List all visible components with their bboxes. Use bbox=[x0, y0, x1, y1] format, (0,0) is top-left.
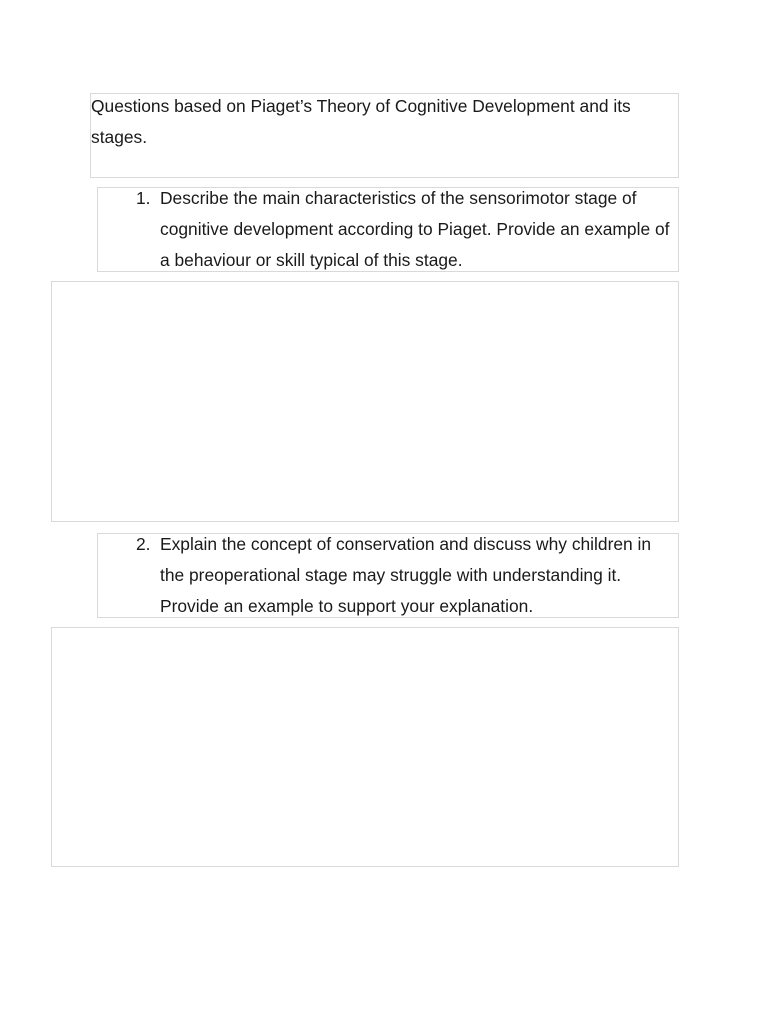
question-2-number: 2. bbox=[136, 534, 151, 554]
question-1-box bbox=[97, 187, 679, 272]
question-2-box bbox=[97, 533, 679, 618]
answer-2-field[interactable] bbox=[51, 627, 679, 867]
question-1-text: Describe the main characteristics of the sensorimotor stage of cognitive development according to Piaget. Provide an example of a behaviour or skill typical of this stage. bbox=[160, 188, 670, 270]
answer-1-field[interactable] bbox=[51, 281, 679, 522]
question-2-text: Explain the concept of conservation and discuss why children in the preoperational stage may struggle with understanding it. Provide an example to support your explanation. bbox=[160, 534, 652, 616]
question-1-number: 1. bbox=[136, 188, 151, 208]
intro-text: Questions based on Piaget’s Theory of Cognitive Development and its stages. bbox=[91, 96, 631, 147]
intro-box bbox=[90, 93, 679, 178]
